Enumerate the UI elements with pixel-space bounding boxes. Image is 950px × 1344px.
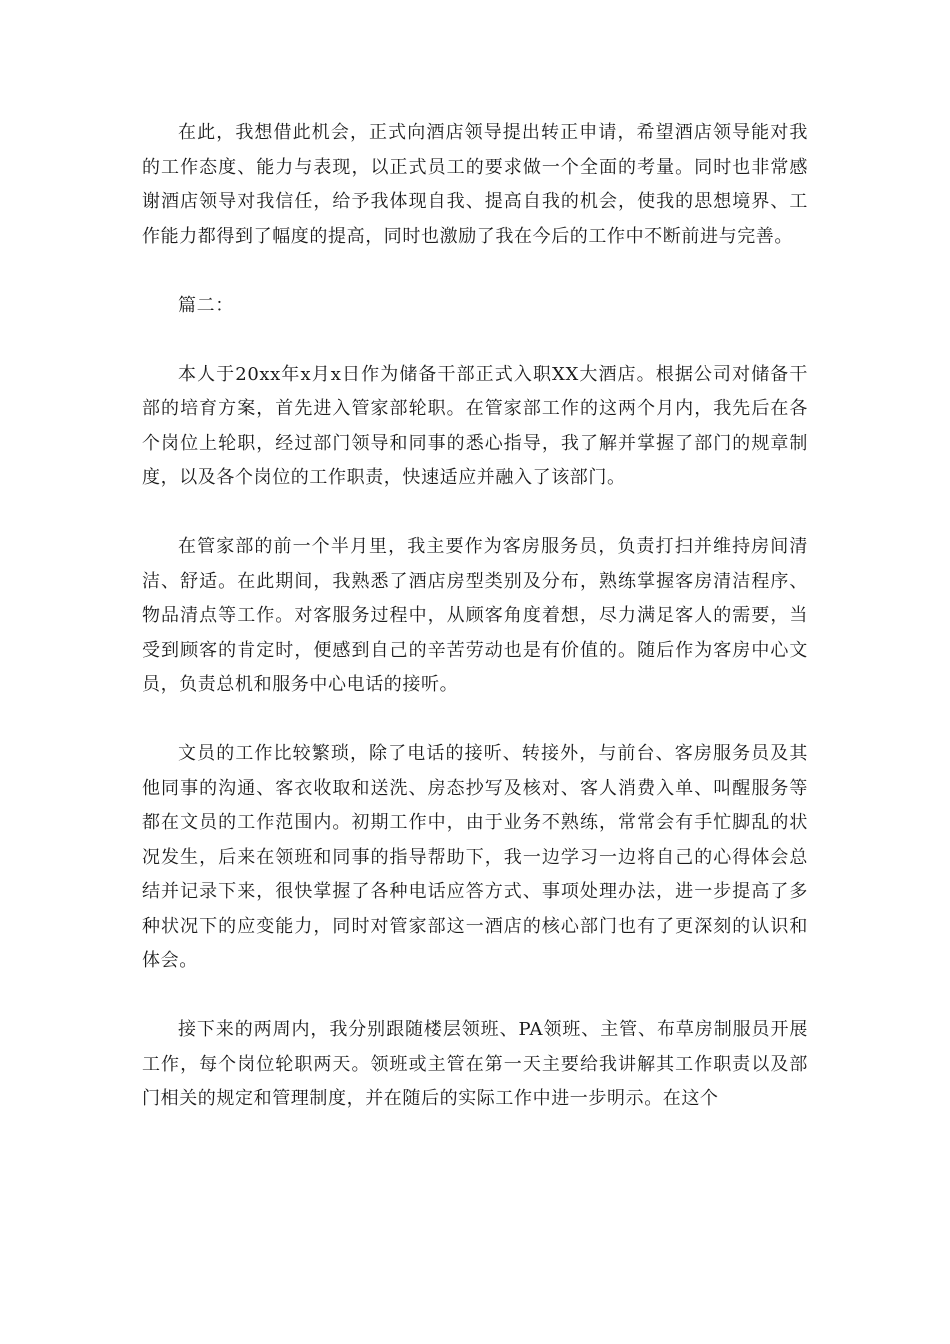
section-heading: 篇二： <box>178 294 234 316</box>
paragraph-rotation: 接下来的两周内，我分别跟随楼层领班、PA领班、主管、布草房制服员开展工作，每个岗位轮职两天。领班或主管在第一天主要给我讲解其工作职责以及部门相关的规定和管理制度，并在随后的实际工作中进一步明示。在这个 <box>142 1019 808 1109</box>
paragraph-room-attendant: 在管家部的前一个半月里，我主要作为客房服务员，负责打扫并维持房间清洁、舒适。在此期间，我熟悉了酒店房型类别及分布，熟练掌握客房清洁程序、物品清点等工作。对客服务过程中，从顾客角度着想，尽力满足客人的需要，当受到顾客的肯定时，便感到自己的辛苦劳动也是有价值的。随后作为客房中心文员，负责总机和服务中心电话的接听。 <box>142 536 808 695</box>
paragraph-intro: 本人于20xx年x月x日作为储备干部正式入职XX大酒店。根据公司对储备干部的培育方案，首先进入管家部轮职。在管家部工作的这两个月内，我先后在各个岗位上轮职，经过部门领导和同事的悉心指导，我了解并掌握了部门的规章制度，以及各个岗位的工作职责，快速适应并融入了该部门。 <box>142 363 808 488</box>
paragraph-clerk-work: 文员的工作比较繁琐，除了电话的接听、转接外，与前台、客房服务员及其他同事的沟通、客衣收取和送洗、房态抄写及核对、客人消费入单、叫醒服务等都在文员的工作范围内。初期工作中，由于业务不熟练，常常会有手忙脚乱的状况发生，后来在领班和同事的指导帮助下，我一边学习一边将自己的心得体会总结并记录下来，很快掌握了各种电话应答方式、事项处理办法，进一步提高了多种状况下的应变能力，同时对管家部这一酒店的核心部门也有了更深刻的认识和体会。 <box>142 743 808 971</box>
document-body <box>142 116 808 1117</box>
paragraph-conversion-request: 在此，我想借此机会，正式向酒店领导提出转正申请，希望酒店领导能对我的工作态度、能力与表现，以正式员工的要求做一个全面的考量。同时也非常感谢酒店领导对我信任，给予我体现自我、提高自我的机会，使我的思想境界、工作能力都得到了幅度的提高，同时也激励了我在今后的工作中不断前进与完善。 <box>142 122 808 247</box>
